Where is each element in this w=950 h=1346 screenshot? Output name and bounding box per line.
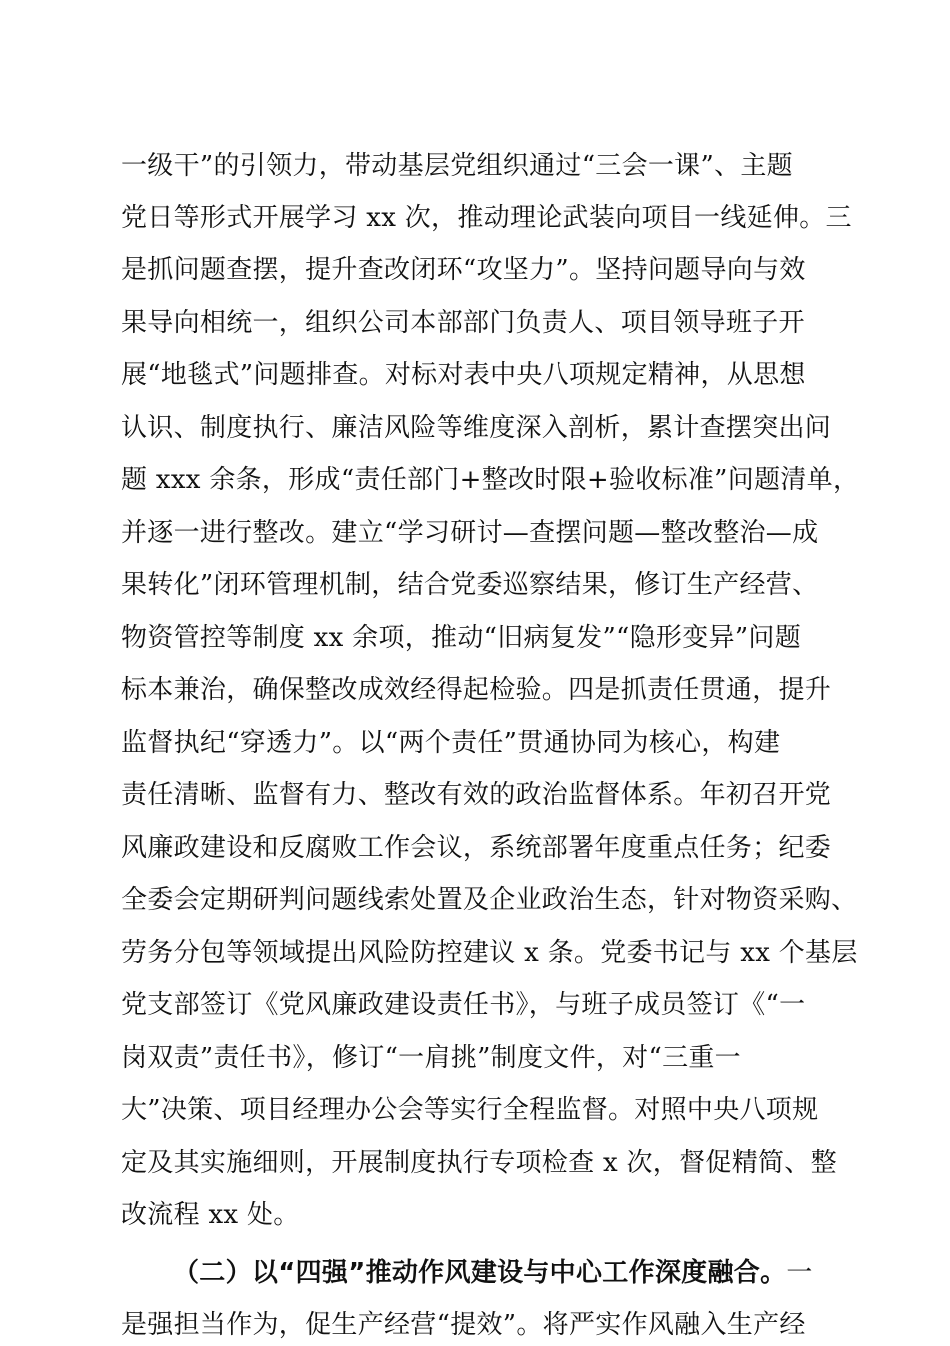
paragraph-line-9: 果转化”闭环管理机制，结合党委巡察结果，修订生产经营、 xyxy=(121,570,819,600)
paragraph-line-10: 物资管控等制度 xx 余项，推动“旧病复发”“隐形变异”问题 xyxy=(121,623,802,653)
section-heading: （二）以“四强”推动作风建设与中心工作深度融合。 xyxy=(173,1258,787,1288)
paragraph-line-2: 党日等形式开展学习 xx 次，推动理论武装向项目一线延伸。三 xyxy=(121,203,852,233)
paragraph-line-16: 劳务分包等领域提出风险防控建议 x 条。党委书记与 xx 个基层 xyxy=(121,938,858,968)
paragraph-line-4: 果导向相统一，组织公司本部部门负责人、项目领导班子开 xyxy=(121,308,805,338)
paragraph-line-6: 认识、制度执行、廉洁风险等维度深入剖析，累计查摆突出问 xyxy=(121,413,832,443)
paragraph-line-7: 题 xxx 余条，形成“责任部门+整改时限+验收标准”问题清单， xyxy=(121,465,860,495)
paragraph-line-21: 改流程 xx 处。 xyxy=(121,1200,300,1230)
paragraph-line-15: 全委会定期研判问题线索处置及企业政治生态，针对物资采购、 xyxy=(121,885,858,915)
paragraph-line-11: 标本兼治，确保整改成效经得起检验。四是抓责任贯通，提升 xyxy=(121,675,832,705)
paragraph-line-20: 定及其实施细则，开展制度执行专项检查 x 次，督促精简、整 xyxy=(121,1148,837,1178)
section-heading-tail: 一 xyxy=(786,1258,813,1288)
paragraph-line-1: 一级干”的引领力，带动基层党组织通过“三会一课”、主题 xyxy=(121,151,793,181)
section-line-2: 是强担当作为，促生产经营“提效”。将严实作风融入生产经 xyxy=(121,1310,806,1340)
paragraph-line-3: 是抓问题查摆，提升查改闭环“攻坚力”。坚持问题导向与效 xyxy=(121,255,806,285)
paragraph-line-12: 监督执纪“穿透力”。以“两个责任”贯通协同为核心，构建 xyxy=(121,728,781,758)
paragraph-line-13: 责任清晰、监督有力、整改有效的政治监督体系。年初召开党 xyxy=(121,780,832,810)
paragraph-line-17: 党支部签订《党风廉政建设责任书》，与班子成员签订《“一 xyxy=(121,990,806,1020)
paragraph-line-8: 并逐一进行整改。建立“学习研讨—查摆问题—整改整治—成 xyxy=(121,518,819,548)
paragraph-line-14: 风廉政建设和反腐败工作会议，系统部署年度重点任务；纪委 xyxy=(121,833,832,863)
paragraph-line-5: 展“地毯式”问题排查。对标对表中央八项规定精神，从思想 xyxy=(121,360,806,390)
paragraph-line-18: 岗双责”责任书》，修订“一肩挑”制度文件，对“三重一 xyxy=(121,1043,741,1073)
paragraph-line-19: 大”决策、项目经理办公会等实行全程监督。对照中央八项规 xyxy=(121,1095,819,1125)
section-heading-line xyxy=(173,1252,893,1294)
